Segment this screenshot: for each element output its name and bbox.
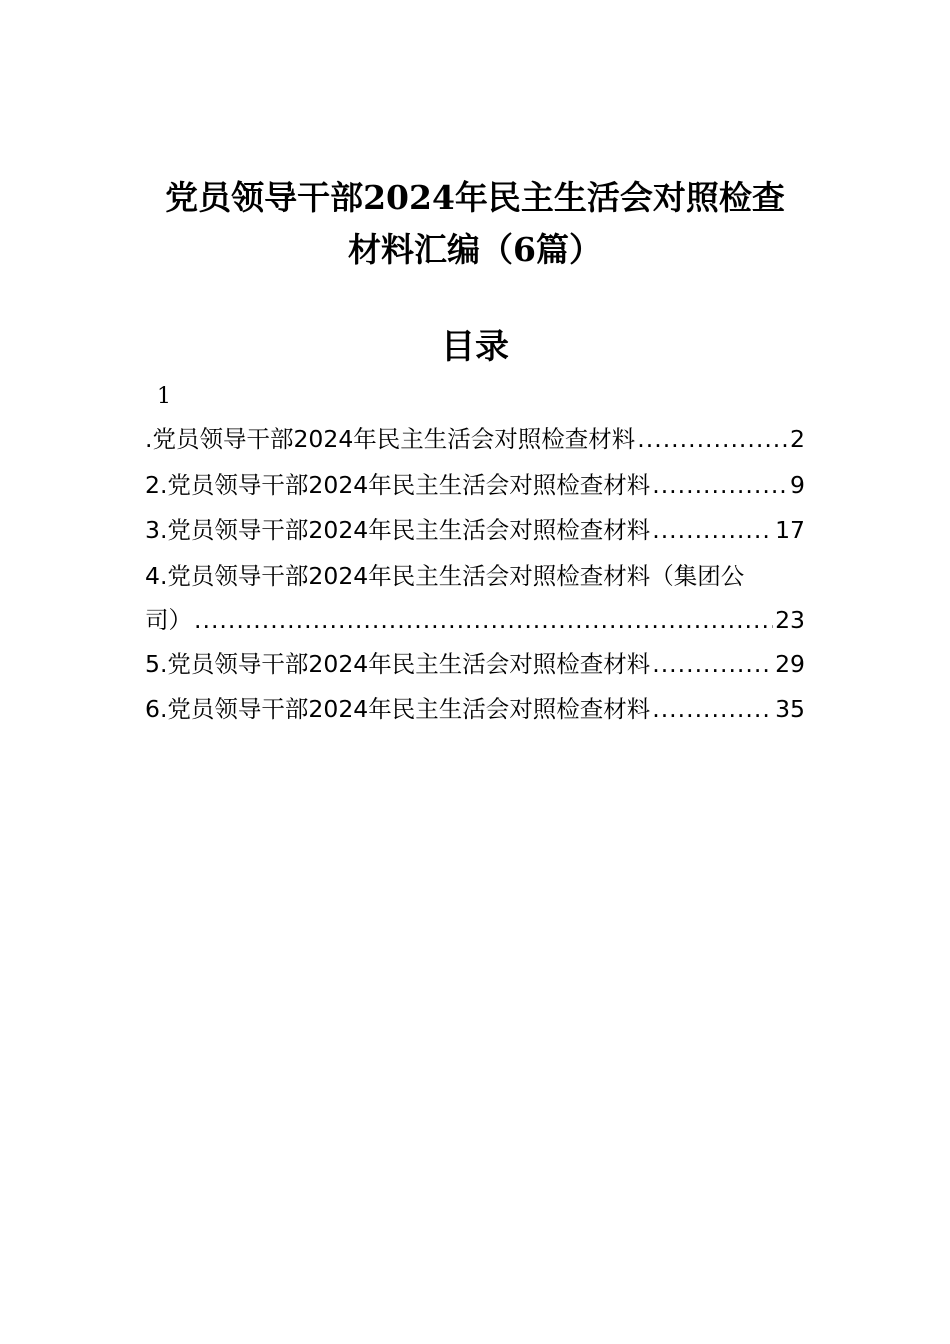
toc-entry-title: .党员领导干部2024年民主生活会对照检查材料 <box>145 425 636 453</box>
toc-leader-dots <box>637 418 788 460</box>
toc-leader-dots <box>652 643 773 685</box>
toc-entry-title-continuation: 司） <box>145 606 192 634</box>
toc-entry-title: 2.党员领导干部2024年民主生活会对照检查材料 <box>145 471 651 499</box>
toc-heading: 目录 <box>441 327 509 367</box>
toc-entry-page: 17 <box>775 516 805 544</box>
toc-leader-dots <box>652 464 788 506</box>
toc-leader-dots <box>652 509 773 551</box>
toc-entry-page: 35 <box>775 695 805 723</box>
toc-entry-title: 6.党员领导干部2024年民主生活会对照检查材料 <box>145 695 651 723</box>
toc-entry-4[interactable] <box>145 555 805 597</box>
document-title-line-2: 材料汇编（6篇） <box>348 230 602 269</box>
document-title-line-1: 党员领导干部2024年民主生活会对照检查 <box>165 178 785 217</box>
toc-entry-2[interactable] <box>145 464 805 506</box>
toc-stray-number: 1 <box>157 384 171 409</box>
toc-entry-page: 23 <box>775 606 805 634</box>
toc-entry-5[interactable] <box>145 643 805 685</box>
toc-entry-4-continuation[interactable] <box>145 599 805 641</box>
toc-entry-1[interactable] <box>145 418 805 460</box>
toc-entry-page: 9 <box>790 471 805 499</box>
toc-entry-title: 4.党员领导干部2024年民主生活会对照检查材料（集团公 <box>145 562 745 590</box>
toc-leader-dots <box>194 599 773 641</box>
toc-entry-title: 3.党员领导干部2024年民主生活会对照检查材料 <box>145 516 651 544</box>
toc-entry-6[interactable] <box>145 688 805 730</box>
toc-leader-dots <box>652 688 773 730</box>
toc-entry-page: 2 <box>790 425 805 453</box>
toc-entry-page: 29 <box>775 650 805 678</box>
toc-entry-3[interactable] <box>145 509 805 551</box>
toc-entry-title: 5.党员领导干部2024年民主生活会对照检查材料 <box>145 650 651 678</box>
